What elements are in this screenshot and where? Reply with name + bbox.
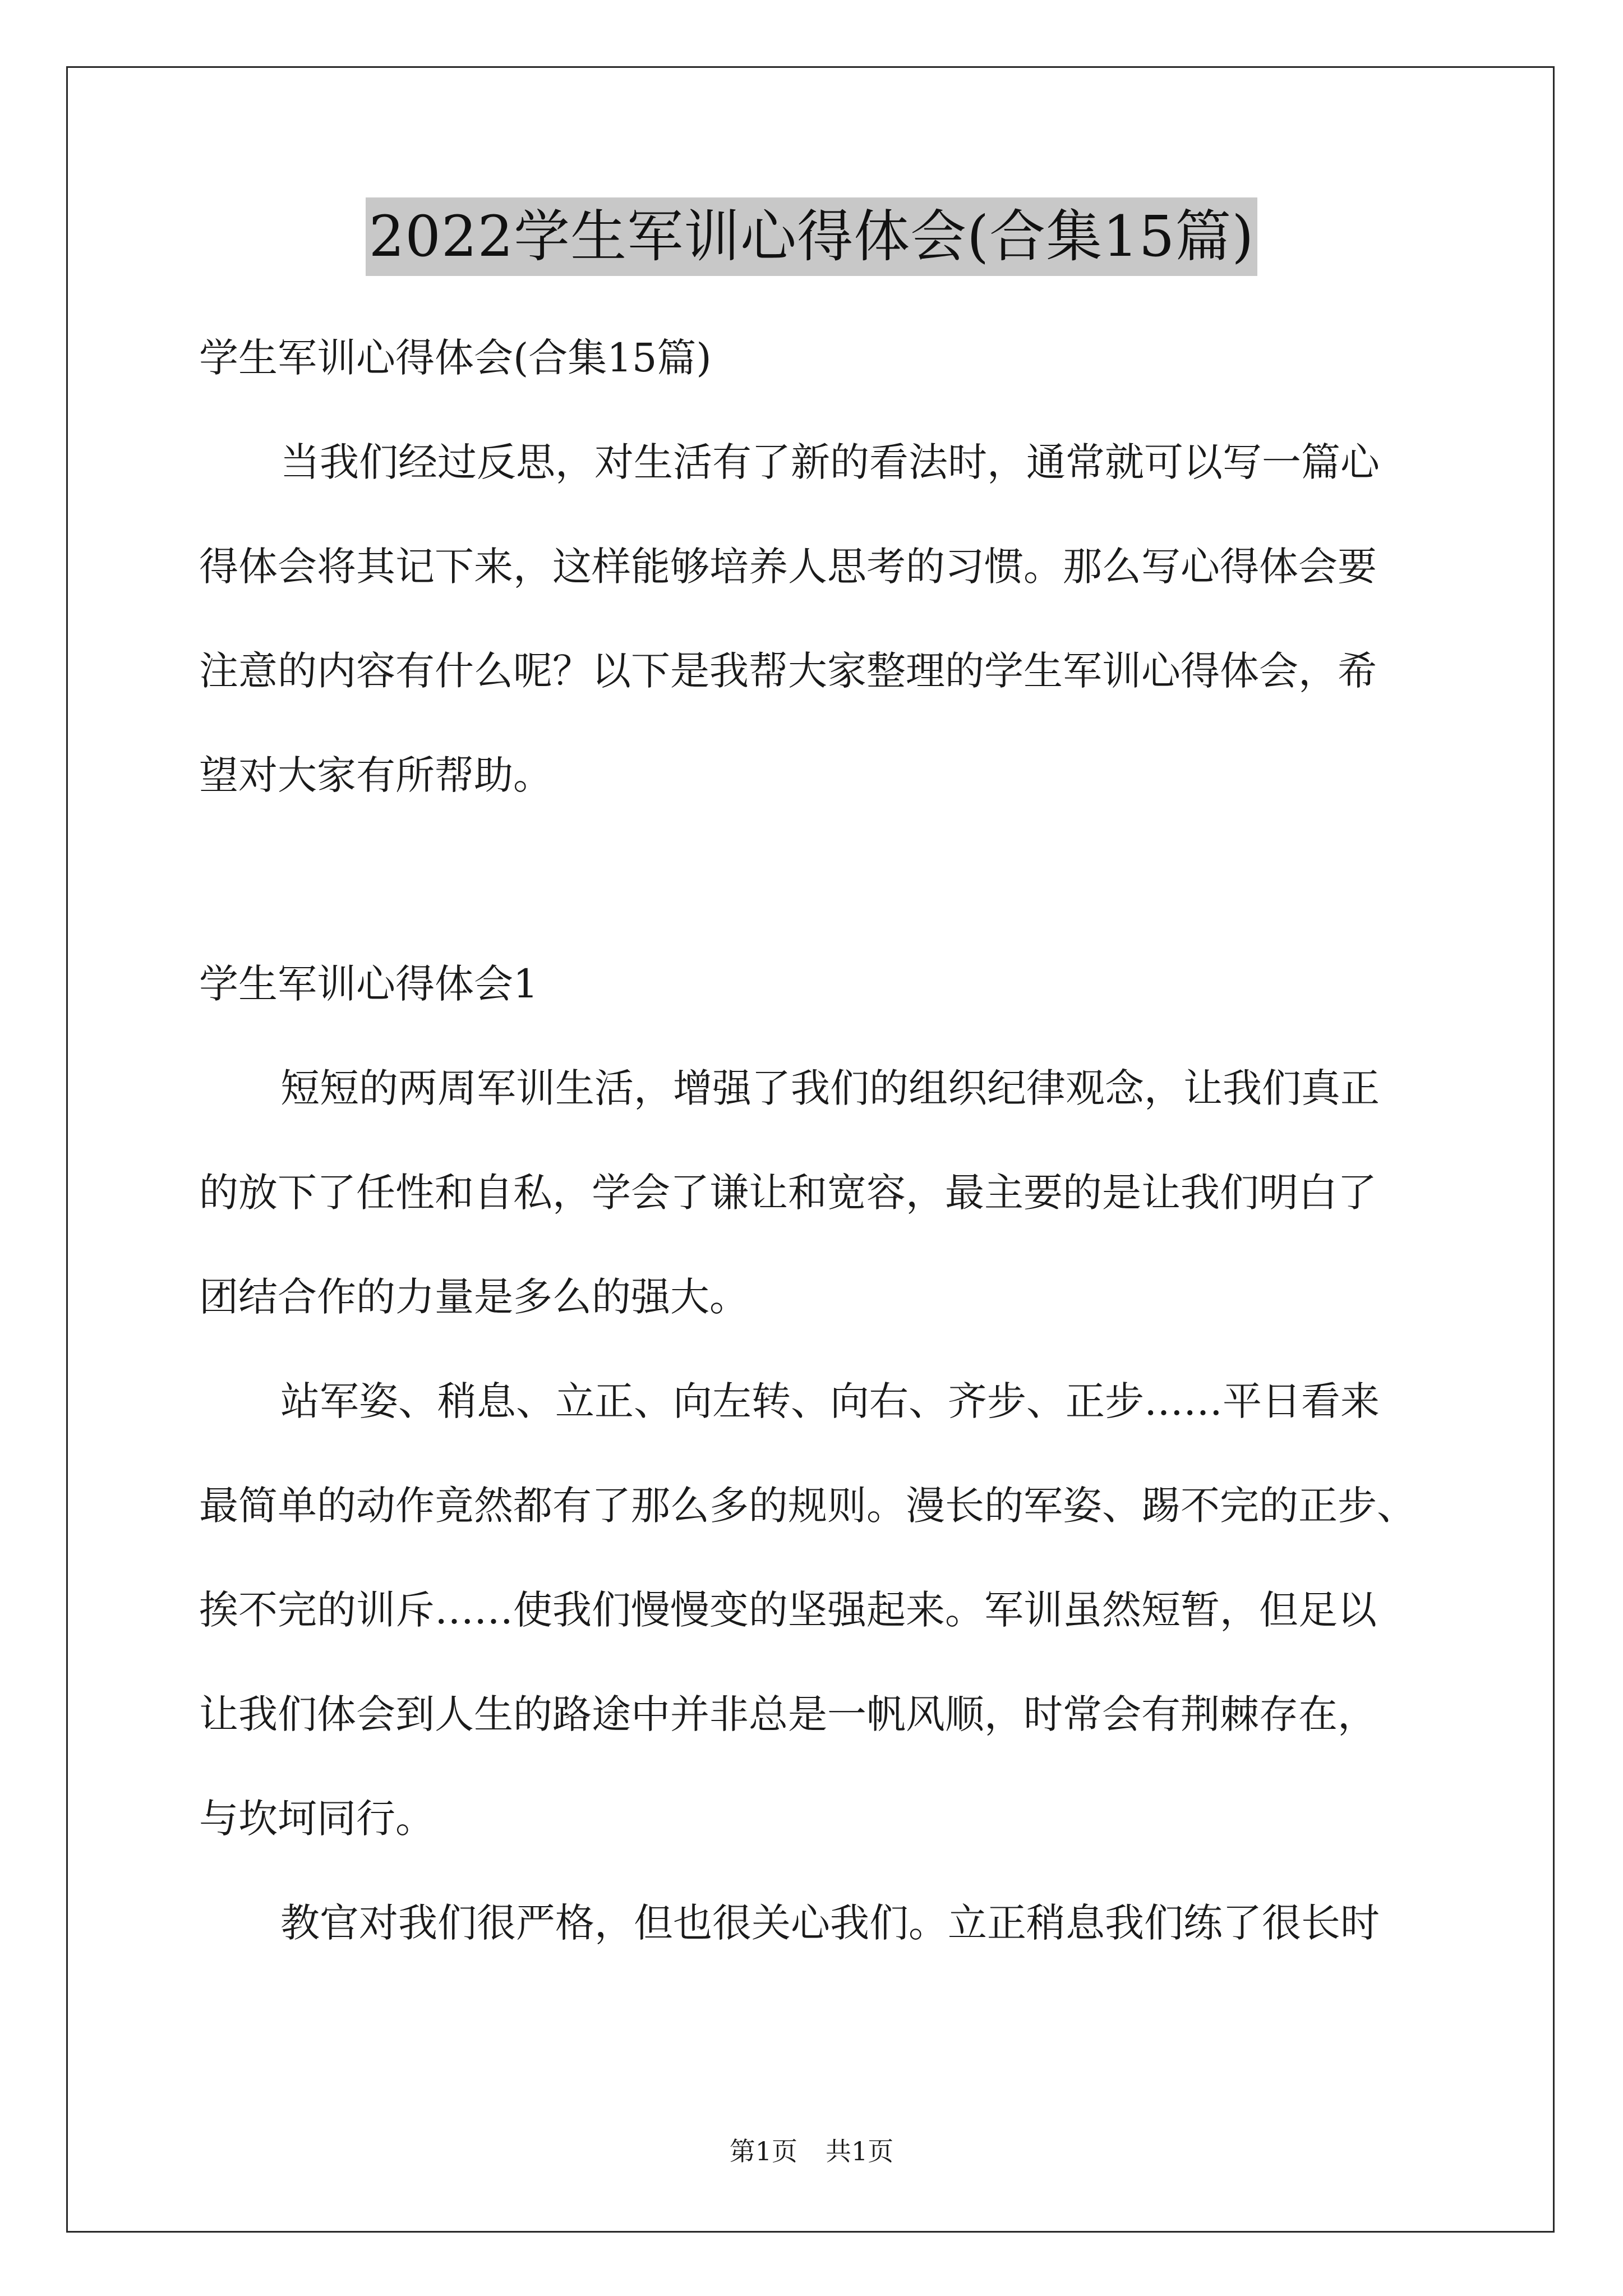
paragraph-line: 挨不完的训斥……使我们慢慢变的坚强起来。军训虽然短暂，但足以 — [199, 1587, 1377, 1633]
paragraph-line: 与坎坷同行。 — [199, 1796, 435, 1842]
paragraph-line: 注意的内容有什么呢？以下是我帮大家整理的学生军训心得体会，希 — [199, 648, 1377, 694]
page-total: 共1页 — [826, 2136, 894, 2166]
paragraph-line: 团结合作的力量是多么的强大。 — [199, 1274, 749, 1320]
paragraph-line: 教官对我们很严格，但也很关心我们。立正稍息我们练了很长时 — [280, 1900, 1380, 1946]
section-heading: 学生军训心得体会1 — [199, 961, 538, 1007]
paragraph-line: 站军姿、稍息、立正、向左转、向右、齐步、正步……平日看来 — [280, 1378, 1380, 1424]
paragraph-line: 得体会将其记下来，这样能够培养人思考的习惯。那么写心得体会要 — [199, 544, 1377, 590]
subtitle-line: 学生军训心得体会(合集15篇) — [199, 335, 712, 381]
page-number: 第1页 — [729, 2136, 797, 2166]
document-title: 2022学生军训心得体会(合集15篇) — [366, 197, 1258, 276]
page-footer — [0, 2132, 1623, 2171]
blank-line — [199, 827, 1455, 932]
paragraph-line: 最简单的动作竟然都有了那么多的规则。漫长的军姿、踢不完的正步、 — [199, 1483, 1416, 1529]
paragraph-line: 望对大家有所帮助。 — [199, 752, 552, 798]
paragraph-line: 短短的两周军训生活，增强了我们的组织纪律观念，让我们真正 — [280, 1065, 1380, 1111]
paragraph-line: 让我们体会到人生的路途中并非总是一帆风顺，时常会有荆棘存在， — [199, 1691, 1377, 1737]
paragraph-line: 当我们经过反思，对生活有了新的看法时，通常就可以写一篇心 — [280, 439, 1380, 485]
paragraph-line: 的放下了任性和自私，学会了谦让和宽容，最主要的是让我们明白了 — [199, 1170, 1377, 1216]
title-container — [0, 197, 1623, 276]
document-body — [199, 306, 1455, 1975]
